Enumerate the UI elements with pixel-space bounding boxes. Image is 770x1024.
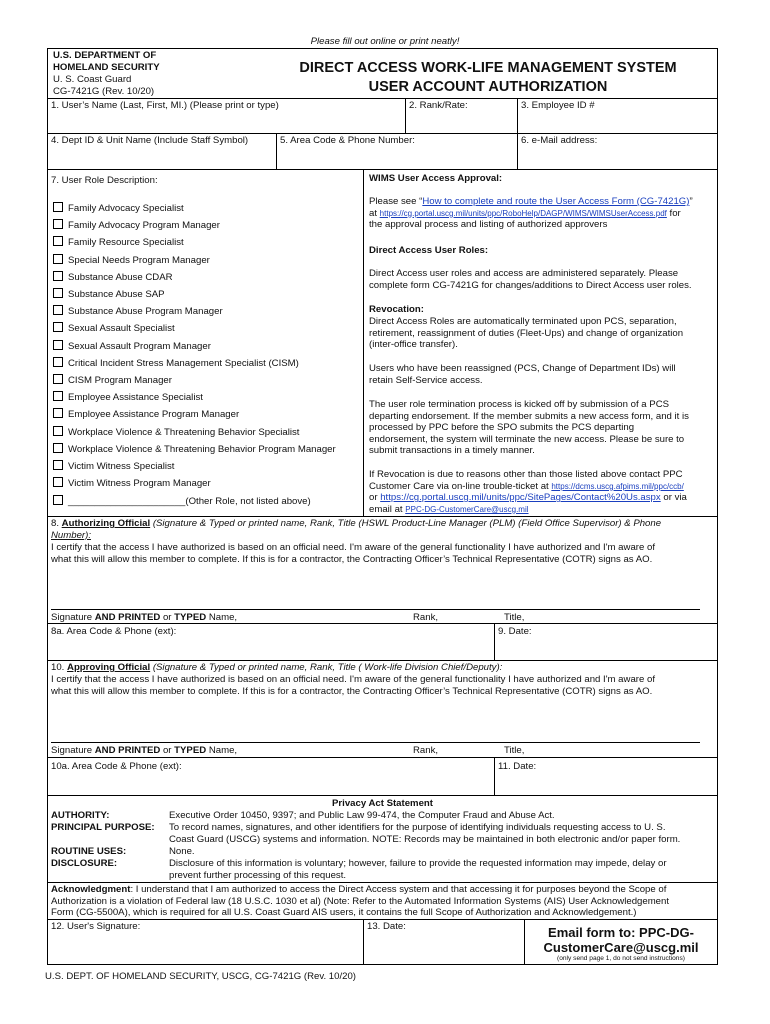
role-checkbox[interactable] — [53, 391, 63, 401]
approving-signature-field[interactable] — [51, 699, 716, 742]
revocation-text: retain Self-Service access. — [369, 374, 483, 386]
privacy-text: Coast Guard (USCG) systems and information. NOTE: Records may be maintained in both electronic and/or paper form. — [169, 833, 681, 845]
rank-rate-field[interactable] — [407, 113, 515, 132]
certification-text: what this will allow this member to complete. If this is for a contractor, the Contracting Officer’s Technical Representative (COTR) signs as AO. — [51, 553, 653, 565]
divider — [48, 623, 717, 624]
role-checkbox[interactable] — [53, 322, 63, 332]
footer-form-id: U.S. DEPT. OF HOMELAND SECURITY, USCG, CG-7421G (Rev. 10/20) — [45, 971, 356, 982]
revocation-text: or via — [660, 492, 687, 504]
wims-text: for — [666, 207, 681, 219]
acknowledgment-label: Acknowledgment — [51, 884, 131, 895]
role-checkbox[interactable] — [53, 477, 63, 487]
certification-text: I certify that the access I have authorized is based on an official need. I'm aware of the general functionality I have authorized and I'm aware of — [51, 542, 655, 553]
wims-text: at — [369, 207, 380, 219]
divider — [494, 757, 495, 795]
section8-number: 8. — [51, 518, 62, 529]
role-checkbox[interactable] — [53, 288, 63, 298]
authorizing-signature-field[interactable] — [51, 567, 716, 609]
role-label: Workplace Violence & Threatening Behavior Program Manager — [68, 443, 336, 455]
role-label: Sexual Assault Program Manager — [68, 340, 211, 352]
role-checkbox[interactable] — [53, 443, 63, 453]
field-label-employee-id: 3. Employee ID # — [521, 100, 595, 111]
revocation-text: endorsement, the system will terminate the new access. Please be sure to — [369, 433, 685, 445]
divider — [48, 660, 717, 661]
role-label: Family Resource Specialist — [68, 237, 184, 249]
section8-certification — [51, 542, 716, 565]
user-date-field[interactable] — [365, 934, 522, 963]
role-option[interactable] — [53, 443, 336, 458]
role-label: Critical Incident Stress Management Specialist (CISM) — [68, 357, 299, 369]
disclosure-label: DISCLOSURE: — [51, 858, 118, 869]
revocation-text: submit transactions in a timely manner. — [369, 445, 535, 457]
role-label: Special Needs Program Manager — [68, 254, 210, 266]
role-label: Victim Witness Program Manager — [68, 478, 211, 490]
divider — [48, 98, 717, 99]
revocation-heading: Revocation: — [369, 304, 424, 315]
role-checkbox[interactable] — [53, 236, 63, 246]
divider — [48, 516, 717, 517]
acknowledgment-text: Form (CG-5500A), which is required for all U.S. Coast Guard AIS users, it contains the full Scope of Authorization and Acknowledgement.) — [51, 907, 637, 919]
rank-label: Rank, — [413, 612, 439, 623]
email-instructions-line1: Email form to: PPC-DG- — [548, 925, 694, 940]
field-label-role-description: 7. User Role Description: — [51, 175, 158, 186]
other-role-option[interactable] — [53, 495, 311, 510]
section8-instructions: Number): — [51, 529, 91, 541]
approving-date-field[interactable] — [496, 774, 715, 794]
revocation-text: Direct Access Roles are automatically terminated upon PCS, separation, — [369, 316, 677, 327]
field-label-13-date: 13. Date: — [367, 921, 406, 932]
role-label: Family Advocacy Specialist — [68, 203, 184, 214]
field-label-9-date: 9. Date: — [498, 626, 532, 637]
role-label: Employee Assistance Program Manager — [68, 409, 240, 421]
signature-label: Signature AND PRINTED or TYPED Name, — [51, 612, 238, 623]
signature-line — [51, 609, 700, 610]
form-number: CG-7421G (Rev. 10/20) — [53, 86, 155, 97]
wims-user-access-link[interactable]: https://cg.portal.uscg.mil/units/ppc/RoboHelp/DAGP/WIMS/WIMSUserAccess.pdf — [379, 208, 667, 218]
how-to-complete-link[interactable]: How to complete and route the User Access Form (CG-7421G) — [422, 196, 690, 207]
revocation-paragraph-2 — [369, 363, 714, 386]
top-note: Please fill out online or print neatly! — [310, 36, 460, 47]
form-title-line1: DIRECT ACCESS WORK-LIFE MANAGEMENT SYSTEM — [299, 60, 677, 76]
privacy-text: To record names, signatures, and other identifiers for the purpose of identifying individuals requesting access to U. S. — [169, 822, 666, 833]
dept-line2: HOMELAND SECURITY — [53, 62, 160, 73]
dept-line1: U.S. DEPARTMENT OF — [53, 50, 157, 61]
dcms-trouble-ticket-link[interactable]: https://dcms.uscg.afpims.mil/ppc/ccb/ — [551, 481, 684, 491]
routine-uses-text: None. — [169, 846, 195, 857]
section8-instructions: (Signature & Typed or printed name, Rank, Title (HSWL Product-Line Manager (PLM) (Field Office Supervisor) & Phone — [150, 518, 662, 529]
section8-label: Authorizing Official — [61, 518, 151, 529]
authority-text: Executive Order 10450, 9397; and Public Law 99-474, the Computer Fraud and Abuse Act. — [169, 810, 555, 821]
role-checkbox[interactable] — [53, 219, 63, 229]
role-option[interactable] — [53, 305, 223, 320]
role-option[interactable] — [53, 374, 172, 389]
divider — [48, 169, 717, 170]
divider — [48, 795, 717, 796]
revocation-text: retirement, reassignment of duties (Fleet-Ups) and change of organization — [369, 327, 684, 339]
user-name-field[interactable] — [50, 113, 403, 132]
field-label-user-signature: 12. User's Signature: — [51, 921, 141, 932]
roles-text: complete form CG-7421G for changes/additions to Direct Access user roles. — [369, 279, 692, 291]
revocation-text: or — [369, 492, 381, 504]
field-label-10a-phone: 10a. Area Code & Phone (ext): — [51, 761, 182, 772]
approving-phone-field[interactable] — [50, 774, 492, 794]
role-checkbox[interactable] — [53, 495, 63, 505]
role-checkbox[interactable] — [53, 374, 63, 384]
role-option[interactable] — [53, 357, 299, 372]
role-checkbox[interactable] — [53, 460, 63, 470]
revocation-text: If Revocation is due to reasons other than those listed above contact PPC — [369, 469, 683, 480]
email-note: (only send page 1, do not send instructions) — [557, 955, 685, 962]
acknowledgment-paragraph — [51, 884, 716, 919]
role-option[interactable] — [53, 322, 175, 337]
certification-text: I certify that the access I have authorized is based on an official need. I'm aware of the general functionality I have authorized and I'm aware of — [51, 674, 655, 685]
role-option[interactable] — [53, 460, 174, 475]
role-option[interactable] — [53, 254, 210, 269]
field-label-8a-phone: 8a. Area Code & Phone (ext): — [51, 626, 177, 637]
roles-text: Direct Access user roles and access are administered separately. Please — [369, 268, 679, 279]
divider — [48, 919, 717, 920]
revocation-paragraph-4 — [369, 469, 714, 515]
role-checkbox[interactable] — [53, 202, 63, 212]
section10-label: Approving Official — [67, 662, 151, 673]
divider — [48, 882, 717, 883]
role-option[interactable] — [53, 340, 211, 355]
privacy-act-heading: Privacy Act Statement — [332, 798, 433, 809]
privacy-text: prevent further processing of this request. — [169, 869, 347, 881]
field-label-user-name: 1. User’s Name (Last, First, MI.) (Please print or type) — [51, 100, 279, 111]
role-label: Substance Abuse SAP — [68, 289, 165, 300]
revocation-text: Customer Care via on-line trouble-ticket at — [369, 480, 552, 492]
revocation-text: departing endorsement. If the member submits a new access form, and it is — [369, 410, 689, 422]
role-option[interactable] — [53, 236, 184, 251]
authorizing-phone-field[interactable] — [50, 639, 492, 659]
role-checkbox[interactable] — [53, 305, 63, 315]
principal-purpose-label: PRINCIPAL PURPOSE: — [51, 822, 155, 833]
signature-line — [51, 742, 700, 743]
role-option[interactable] — [53, 391, 203, 406]
role-label: Employee Assistance Specialist — [68, 392, 203, 404]
agency-name: U. S. Coast Guard — [53, 74, 132, 85]
dept-id-field[interactable] — [50, 148, 274, 168]
role-label: Substance Abuse CDAR — [68, 271, 173, 283]
wims-text: the approval process and listing of authorized approvers — [369, 219, 608, 231]
phone-field[interactable] — [278, 148, 515, 168]
field-label-phone: 5. Area Code & Phone Number: — [280, 135, 415, 146]
revocation-text: (inter-office transfer). — [369, 339, 458, 351]
field-label-dept-id: 4. Dept ID & Unit Name (Include Staff Symbol) — [51, 135, 249, 146]
signature-label: Signature AND PRINTED or TYPED Name, — [51, 745, 238, 756]
divider — [494, 623, 495, 660]
role-option[interactable] — [53, 408, 239, 423]
revocation-text: processed by PPC before the SPO submits the PCS departing — [369, 422, 635, 434]
divider — [276, 133, 277, 169]
other-role-label: ______________________(Other Role, not listed above) — [68, 496, 311, 507]
role-label: Sexual Assault Specialist — [68, 323, 175, 335]
role-label: CISM Program Manager — [68, 375, 172, 386]
principal-purpose-text — [169, 822, 714, 845]
authority-label: AUTHORITY: — [51, 810, 110, 821]
revocation-text: email at — [369, 503, 406, 515]
field-label-11-date: 11. Date: — [498, 761, 537, 772]
rank-label: Rank, — [413, 745, 439, 756]
revocation-paragraph-1 — [369, 316, 714, 351]
roles-paragraph — [369, 268, 714, 291]
role-checkbox[interactable] — [53, 357, 63, 367]
wims-text: Please see “ — [369, 196, 423, 207]
role-label: Victim Witness Specialist — [68, 461, 175, 472]
divider — [363, 169, 364, 516]
acknowledgment-text: : I understand that I am authorized to access the Direct Access system and that accessing it for purposes beyond the Scope of — [130, 884, 667, 895]
role-option[interactable] — [53, 271, 173, 286]
divider — [405, 98, 406, 133]
section10-heading — [51, 662, 716, 674]
title-label: Title, — [504, 745, 525, 756]
role-checkbox[interactable] — [53, 426, 63, 436]
role-label: Family Advocacy Program Manager — [68, 220, 220, 232]
role-checkbox[interactable] — [53, 408, 63, 418]
revocation-text: The user role termination process is kicked off by submission of a PCS — [369, 399, 670, 410]
role-option[interactable] — [53, 202, 184, 217]
wims-paragraph — [369, 196, 714, 231]
acknowledgment-text: Authorization is a violation of Federal law (18 U.S.C. 1030 et al) (Note: Refer to the Automated Information Systems (AIS) User Acknowledgement — [51, 895, 670, 907]
user-signature-field[interactable] — [50, 934, 361, 963]
section8-heading — [51, 518, 716, 541]
divider — [48, 757, 717, 758]
wims-heading: WIMS User Access Approval: — [369, 173, 503, 184]
certification-text: what this will allow this member to complete. If this is for a contractor, the Contracting Officer’s Technical Representative (COTR) signs as AO. — [51, 685, 653, 697]
role-label: Workplace Violence & Threatening Behavior Specialist — [68, 426, 300, 438]
field-label-rank-rate: 2. Rank/Rate: — [409, 100, 468, 111]
divider — [517, 133, 518, 169]
divider — [363, 919, 364, 964]
email-field[interactable] — [519, 148, 715, 168]
customer-care-email-link[interactable]: PPC-DG-CustomerCare@uscg.mil — [405, 504, 529, 514]
section10-certification — [51, 674, 716, 697]
role-checkbox[interactable] — [53, 271, 63, 281]
divider — [48, 133, 717, 134]
authorizing-date-field[interactable] — [496, 639, 715, 659]
role-option[interactable] — [53, 477, 211, 492]
wims-text: ” — [689, 196, 693, 207]
form-container — [47, 48, 718, 965]
employee-id-field[interactable] — [519, 113, 715, 132]
routine-uses-label: ROUTINE USES: — [51, 846, 127, 857]
roles-heading: Direct Access User Roles: — [369, 245, 489, 256]
role-option[interactable] — [53, 219, 220, 234]
role-checkbox[interactable] — [53, 254, 63, 264]
role-option[interactable] — [53, 288, 165, 303]
revocation-text: Users who have been reassigned (PCS, Change of Department IDs) will — [369, 363, 676, 374]
section10-instructions: (Signature & Typed or printed name, Rank, Title ( Work-life Division Chief/Deputy): — [150, 662, 503, 673]
divider — [517, 98, 518, 133]
role-option[interactable] — [53, 426, 299, 441]
revocation-paragraph-3 — [369, 399, 714, 457]
section10-number: 10. — [51, 662, 68, 673]
title-label: Title, — [504, 612, 525, 623]
email-instructions-line2: CustomerCare@uscg.mil — [543, 940, 699, 955]
privacy-text: Disclosure of this information is voluntary; however, failure to provide the requested information may impede, delay or — [169, 858, 667, 869]
role-label: Substance Abuse Program Manager — [68, 306, 223, 318]
contact-us-link[interactable]: https://cg.portal.uscg.mil/units/ppc/SitePages/Contact%20Us.aspx — [380, 492, 661, 504]
role-checkbox[interactable] — [53, 340, 63, 350]
disclosure-text — [169, 858, 714, 881]
field-label-email: 6. e-Mail address: — [521, 135, 598, 146]
form-title-line2: USER ACCOUNT AUTHORIZATION — [368, 79, 608, 95]
